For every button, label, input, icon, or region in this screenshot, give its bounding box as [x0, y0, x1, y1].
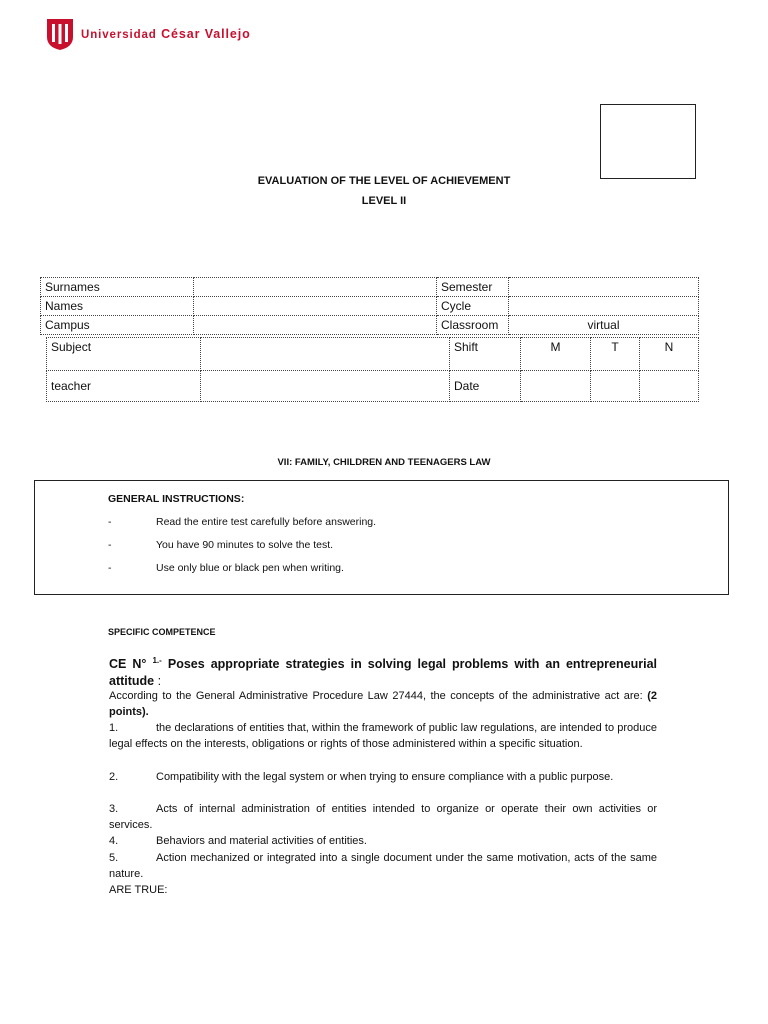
shift-m[interactable]: M: [521, 338, 591, 371]
instruction-item: [108, 516, 376, 528]
subject-info-table: [46, 337, 699, 402]
instruction-text: You have 90 minutes to solve the test.: [156, 539, 334, 551]
subject-field[interactable]: [201, 338, 450, 371]
campus-label: Campus: [41, 316, 194, 335]
option-text: Acts of internal administration of entities intended to organize or operate their own activities or services.: [109, 803, 657, 832]
option-text: Behaviors and material activities of entities.: [156, 835, 367, 847]
table-row: [41, 297, 699, 316]
classroom-value: virtual: [509, 316, 699, 335]
option-text: the declarations of entities that, within the framework of public law regulations, are intended to produce legal effects on the interests, obligations or rights of those administered within a specific situation.: [109, 722, 657, 751]
table-row: [41, 316, 699, 335]
instruction-text: Read the entire test carefully before answering.: [156, 516, 377, 528]
bullet-dash: -: [108, 516, 112, 528]
ce-prefix: CE N°: [109, 657, 147, 672]
option-2: [109, 769, 657, 785]
table-row: [41, 278, 699, 297]
section-title: VII: FAMILY, CHILDREN AND TEENAGERS LAW: [277, 457, 491, 468]
instruction-item: [108, 539, 333, 551]
question-intro: [109, 688, 657, 720]
date-field-3[interactable]: [640, 371, 699, 402]
instruction-item: [108, 562, 344, 574]
university-logo: [45, 17, 251, 51]
surnames-field[interactable]: [194, 278, 437, 297]
option-number: 4.: [109, 835, 119, 847]
logo-prefix: Universidad: [81, 29, 157, 41]
option-number: 5.: [109, 852, 119, 864]
option-1: [109, 720, 657, 752]
option-number: 1.: [109, 722, 119, 734]
option-number: 3.: [109, 803, 119, 815]
bullet-dash: -: [108, 562, 112, 574]
question-points: (2 points).: [109, 690, 657, 719]
option-3: [109, 801, 657, 833]
logo-name: César Vallejo: [161, 27, 251, 41]
date-field-1[interactable]: [521, 371, 591, 402]
date-field-2[interactable]: [591, 371, 640, 402]
surnames-label: Surnames: [41, 278, 194, 297]
campus-field[interactable]: [194, 316, 437, 335]
option-text: Compatibility with the legal system or when trying to ensure compliance with a public purpose.: [156, 771, 614, 783]
bullet-dash: -: [108, 539, 112, 551]
document-title: EVALUATION OF THE LEVEL OF ACHIEVEMENT: [257, 175, 511, 187]
option-text: Action mechanized or integrated into a single document under the same motivation, acts of the same nature.: [109, 852, 657, 881]
option-number: 2.: [109, 771, 119, 783]
cycle-label: Cycle: [437, 297, 509, 316]
photo-box: [600, 104, 696, 179]
instruction-text: Use only blue or black pen when writing.: [156, 562, 344, 574]
names-label: Names: [41, 297, 194, 316]
closing-text: ARE TRUE:: [109, 884, 168, 896]
competence-label: SPECIFIC COMPETENCE: [108, 627, 216, 637]
ce-suffix: :: [157, 674, 162, 689]
teacher-label: teacher: [47, 371, 201, 402]
shift-t[interactable]: T: [591, 338, 640, 371]
classroom-label: Classroom: [437, 316, 509, 335]
table-row: [47, 371, 699, 402]
option-5: [109, 850, 657, 882]
cycle-field[interactable]: [509, 297, 699, 316]
semester-field[interactable]: [509, 278, 699, 297]
option-4: [109, 833, 657, 849]
competence-statement: [109, 652, 657, 690]
shift-label: Shift: [450, 338, 521, 371]
subject-label: Subject: [47, 338, 201, 371]
document-level: LEVEL II: [361, 195, 407, 207]
student-info-table: [40, 277, 699, 335]
university-shield-icon: [45, 17, 75, 51]
shift-n[interactable]: N: [640, 338, 699, 371]
instructions-heading: GENERAL INSTRUCTIONS:: [108, 493, 245, 505]
ce-text: Poses appropriate strategies in solving legal problems with an entrepreneurial attitude: [109, 657, 657, 689]
university-name: [81, 27, 251, 41]
date-label: Date: [450, 371, 521, 402]
teacher-field[interactable]: [201, 371, 450, 402]
semester-label: Semester: [437, 278, 509, 297]
table-row: [47, 338, 699, 371]
question-text: According to the General Administrative Procedure Law 27444, the concepts of the administrative act are:: [109, 690, 643, 702]
names-field[interactable]: [194, 297, 437, 316]
ce-number: 1.-: [152, 656, 162, 665]
